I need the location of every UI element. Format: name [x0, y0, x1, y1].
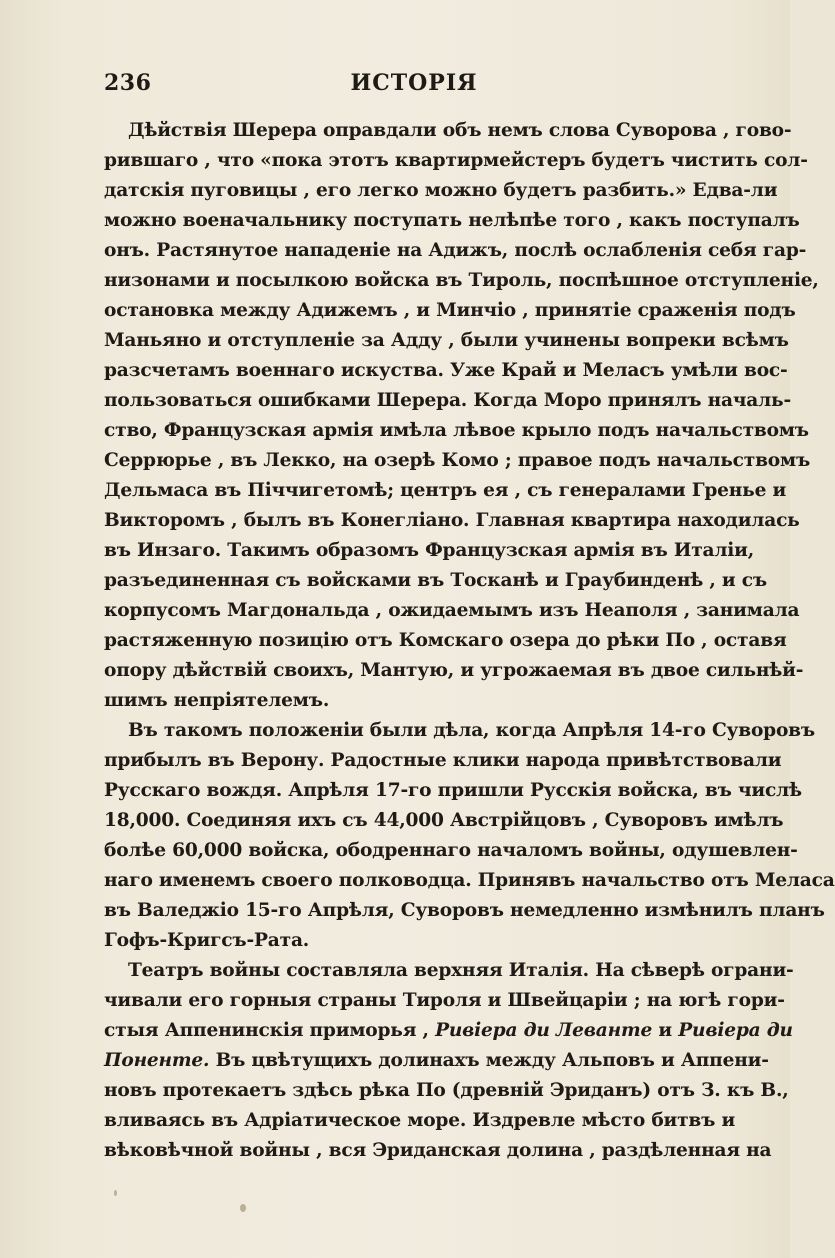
text-line: датскія пуговицы , его легко можно будетъ разбить.» Едва-ли	[104, 180, 778, 201]
text-line: Серрюрье , въ Лекко, на озерѣ Комо ; правое подъ начальствомъ	[104, 450, 811, 471]
running-title: ИСТОРІЯ	[350, 70, 478, 96]
italic-place-name: Поненте.	[104, 1050, 210, 1071]
text-line: болѣе 60,000 войска, ободреннаго началомъ войны, одушевлен-	[104, 840, 798, 861]
text-line: вѣковѣчной войны , вся Эриданская долина , раздѣленная на	[104, 1140, 772, 1161]
text-line: наго именемъ своего полководца. Принявъ начальство отъ Меласа	[104, 870, 835, 891]
text-run: и	[652, 1020, 679, 1041]
page-header	[104, 70, 724, 104]
text-line: можно военачальнику поступать нелѣпѣе того , какъ поступалъ	[104, 210, 800, 231]
text-line: вливаясь въ Адріатическое море. Издревле мѣсто битвъ и	[104, 1110, 736, 1131]
text-line: Гофъ-Кригсъ-Рата.	[104, 930, 310, 951]
text-line: растяженную позицію отъ Комскаго озера до рѣки По , оставя	[104, 630, 787, 651]
text-run: Въ цвѣтущихъ долинахъ между Альповъ и Аппени-	[209, 1050, 769, 1071]
text-line: низонами и посылкою войска въ Тироль, поспѣшное отступленіе,	[104, 270, 819, 291]
text-line: Театръ войны составляла верхняя Италія. На сѣверѣ ограни-	[128, 960, 794, 981]
paragraph-2	[104, 716, 835, 956]
text-line: Русскаго вождя. Апрѣля 17-го пришли Русскія войска, въ числѣ	[104, 780, 802, 801]
text-line: прибылъ въ Верону. Радостные клики народа привѣтствовали	[104, 750, 782, 771]
paragraph-3	[104, 956, 794, 1166]
text-run: стыя Аппенинскія приморья ,	[104, 1020, 436, 1041]
text-line: шимъ непріятелемъ.	[104, 690, 330, 711]
text-line: ство, Французская армія имѣла лѣвое крыло подъ начальствомъ	[104, 420, 809, 441]
text-line	[104, 1046, 769, 1076]
text-line: рившаго , что «пока этотъ квартирмейстеръ будетъ чистить сол-	[104, 150, 808, 171]
italic-place-name: Ривіера ди	[678, 1020, 793, 1041]
text-line: чивали его горныя страны Тироля и Швейцаріи ; на югѣ гори-	[104, 990, 785, 1011]
text-line: въ Валеджіо 15-го Апрѣля, Суворовъ немедленно измѣнилъ планъ	[104, 900, 825, 921]
paragraph-1	[104, 116, 819, 716]
text-line: Дѣйствія Шерера оправдали объ немъ слова Суворова , гово-	[128, 120, 792, 141]
italic-place-name: Ривіера ди Леванте	[435, 1020, 653, 1041]
text-line: въ Инзаго. Такимъ образомъ Французская армія въ Италіи,	[104, 540, 755, 561]
text-line: Въ такомъ положеніи были дѣла, когда Апрѣля 14-го Суворовъ	[128, 720, 815, 741]
page-number: 236	[104, 70, 152, 96]
text-line: Викторомъ , былъ въ Конегліано. Главная квартира находилась	[104, 510, 800, 531]
text-line: разсчетамъ военнаго искуства. Уже Край и Меласъ умѣли вос-	[104, 360, 788, 381]
body-text	[104, 116, 835, 1166]
text-line: разъединенная съ войсками въ Тосканѣ и Граубинденѣ , и съ	[104, 570, 767, 591]
ink-spot	[114, 1190, 117, 1196]
text-line: остановка между Адижемъ , и Минчіо , принятіе сраженія подъ	[104, 300, 796, 321]
text-line: новъ протекаетъ здѣсь рѣка По (древній Эриданъ) отъ З. къ В.,	[104, 1080, 789, 1101]
text-line: корпусомъ Магдональда , ожидаемымъ изъ Неаполя , занимала	[104, 600, 800, 621]
text-line: онъ. Растянутое нападеніе на Адижъ, послѣ ослабленія себя гар-	[104, 240, 807, 261]
text-line	[104, 1016, 793, 1046]
ink-spot	[240, 1204, 246, 1212]
text-line: Маньяно и отступленіе за Адду , были учинены вопреки всѣмъ	[104, 330, 789, 351]
text-line: 18,000. Соединяя ихъ съ 44,000 Австрійцовъ , Суворовъ имѣлъ	[104, 810, 784, 831]
text-line: опору дѣйствій своихъ, Мантую, и угрожаемая въ двое сильнѣй-	[104, 660, 804, 681]
text-line: пользоваться ошибками Шерера. Когда Моро принялъ началь-	[104, 390, 791, 411]
text-line: Дельмаса въ Піччигетомѣ; центръ ея , съ генералами Гренье и	[104, 480, 787, 501]
